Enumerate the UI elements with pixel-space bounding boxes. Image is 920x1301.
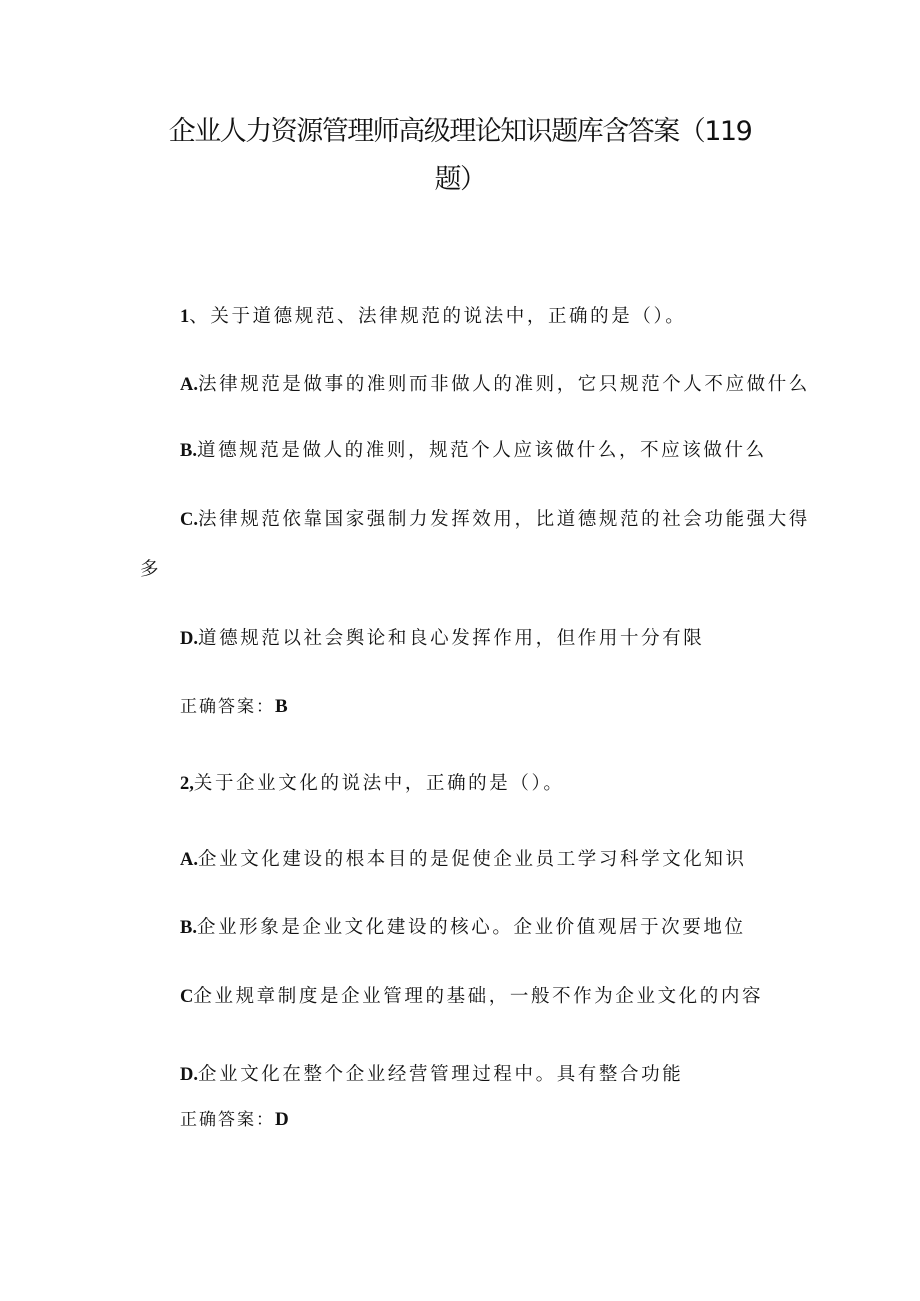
option-text: 法律规范是做事的准则而非做人的准则，它只规范个人不应做什么 — [198, 374, 810, 395]
option-letter: B. — [180, 918, 197, 938]
option-letter: B. — [180, 441, 197, 461]
question-number: 1 — [180, 307, 190, 327]
question-2-option-d — [180, 1060, 683, 1090]
question-1-option-d — [180, 624, 704, 654]
question-separator: 、 — [189, 306, 211, 327]
question-2-option-a — [180, 845, 747, 875]
option-letter: C. — [180, 510, 198, 530]
question-2-answer — [180, 1105, 289, 1135]
option-text: 企业文化在整个企业经营管理过程中。具有整合功能 — [198, 1064, 684, 1085]
option-letter: D. — [180, 1065, 198, 1085]
option-text: 企业规章制度是企业管理的基础，一般不作为企业文化的内容 — [193, 986, 764, 1007]
option-text: 法律规范依靠国家强制力发挥效用，比道德规范的社会功能强大得 — [198, 509, 810, 530]
document-title-line-2: 题） — [434, 164, 486, 195]
question-text: 关于企业文化的说法中，正确的是（）。 — [193, 773, 565, 794]
question-1-option-c — [180, 505, 810, 535]
question-text: 关于道德规范、法律规范的说法中，正确的是（）。 — [210, 306, 687, 327]
option-text: 企业形象是企业文化建设的核心。企业价值观居于次要地位 — [196, 917, 746, 938]
option-letter: A. — [180, 375, 198, 395]
question-2-option-b — [180, 913, 746, 943]
question-1-stem — [180, 302, 686, 332]
question-1-option-b — [180, 436, 767, 466]
question-1-option-c-continuation: 多 — [140, 559, 162, 580]
question-2-stem — [180, 769, 564, 799]
document-title-line-1: 企业人力资源管理师高级理论知识题库含答案（119 — [168, 116, 752, 147]
answer-label: 正确答案： — [180, 1110, 275, 1130]
option-text: 道德规范以社会舆论和良心发挥作用，但作用十分有限 — [198, 628, 705, 649]
answer-key: D — [275, 1109, 289, 1130]
question-1-answer — [180, 692, 288, 722]
option-text: 企业文化建设的根本目的是促使企业员工学习科学文化知识 — [198, 849, 747, 870]
question-2-option-c — [180, 982, 763, 1012]
option-letter: D. — [180, 629, 198, 649]
question-number: 2 — [180, 774, 190, 794]
option-letter: C — [180, 987, 194, 1007]
question-separator: , — [189, 774, 194, 794]
option-letter: A. — [180, 850, 198, 870]
answer-label: 正确答案： — [180, 697, 275, 717]
answer-key: B — [275, 696, 288, 717]
question-1-option-a — [180, 370, 810, 400]
option-text: 道德规范是做人的准则，规范个人应该做什么，不应该做什么 — [196, 440, 767, 461]
